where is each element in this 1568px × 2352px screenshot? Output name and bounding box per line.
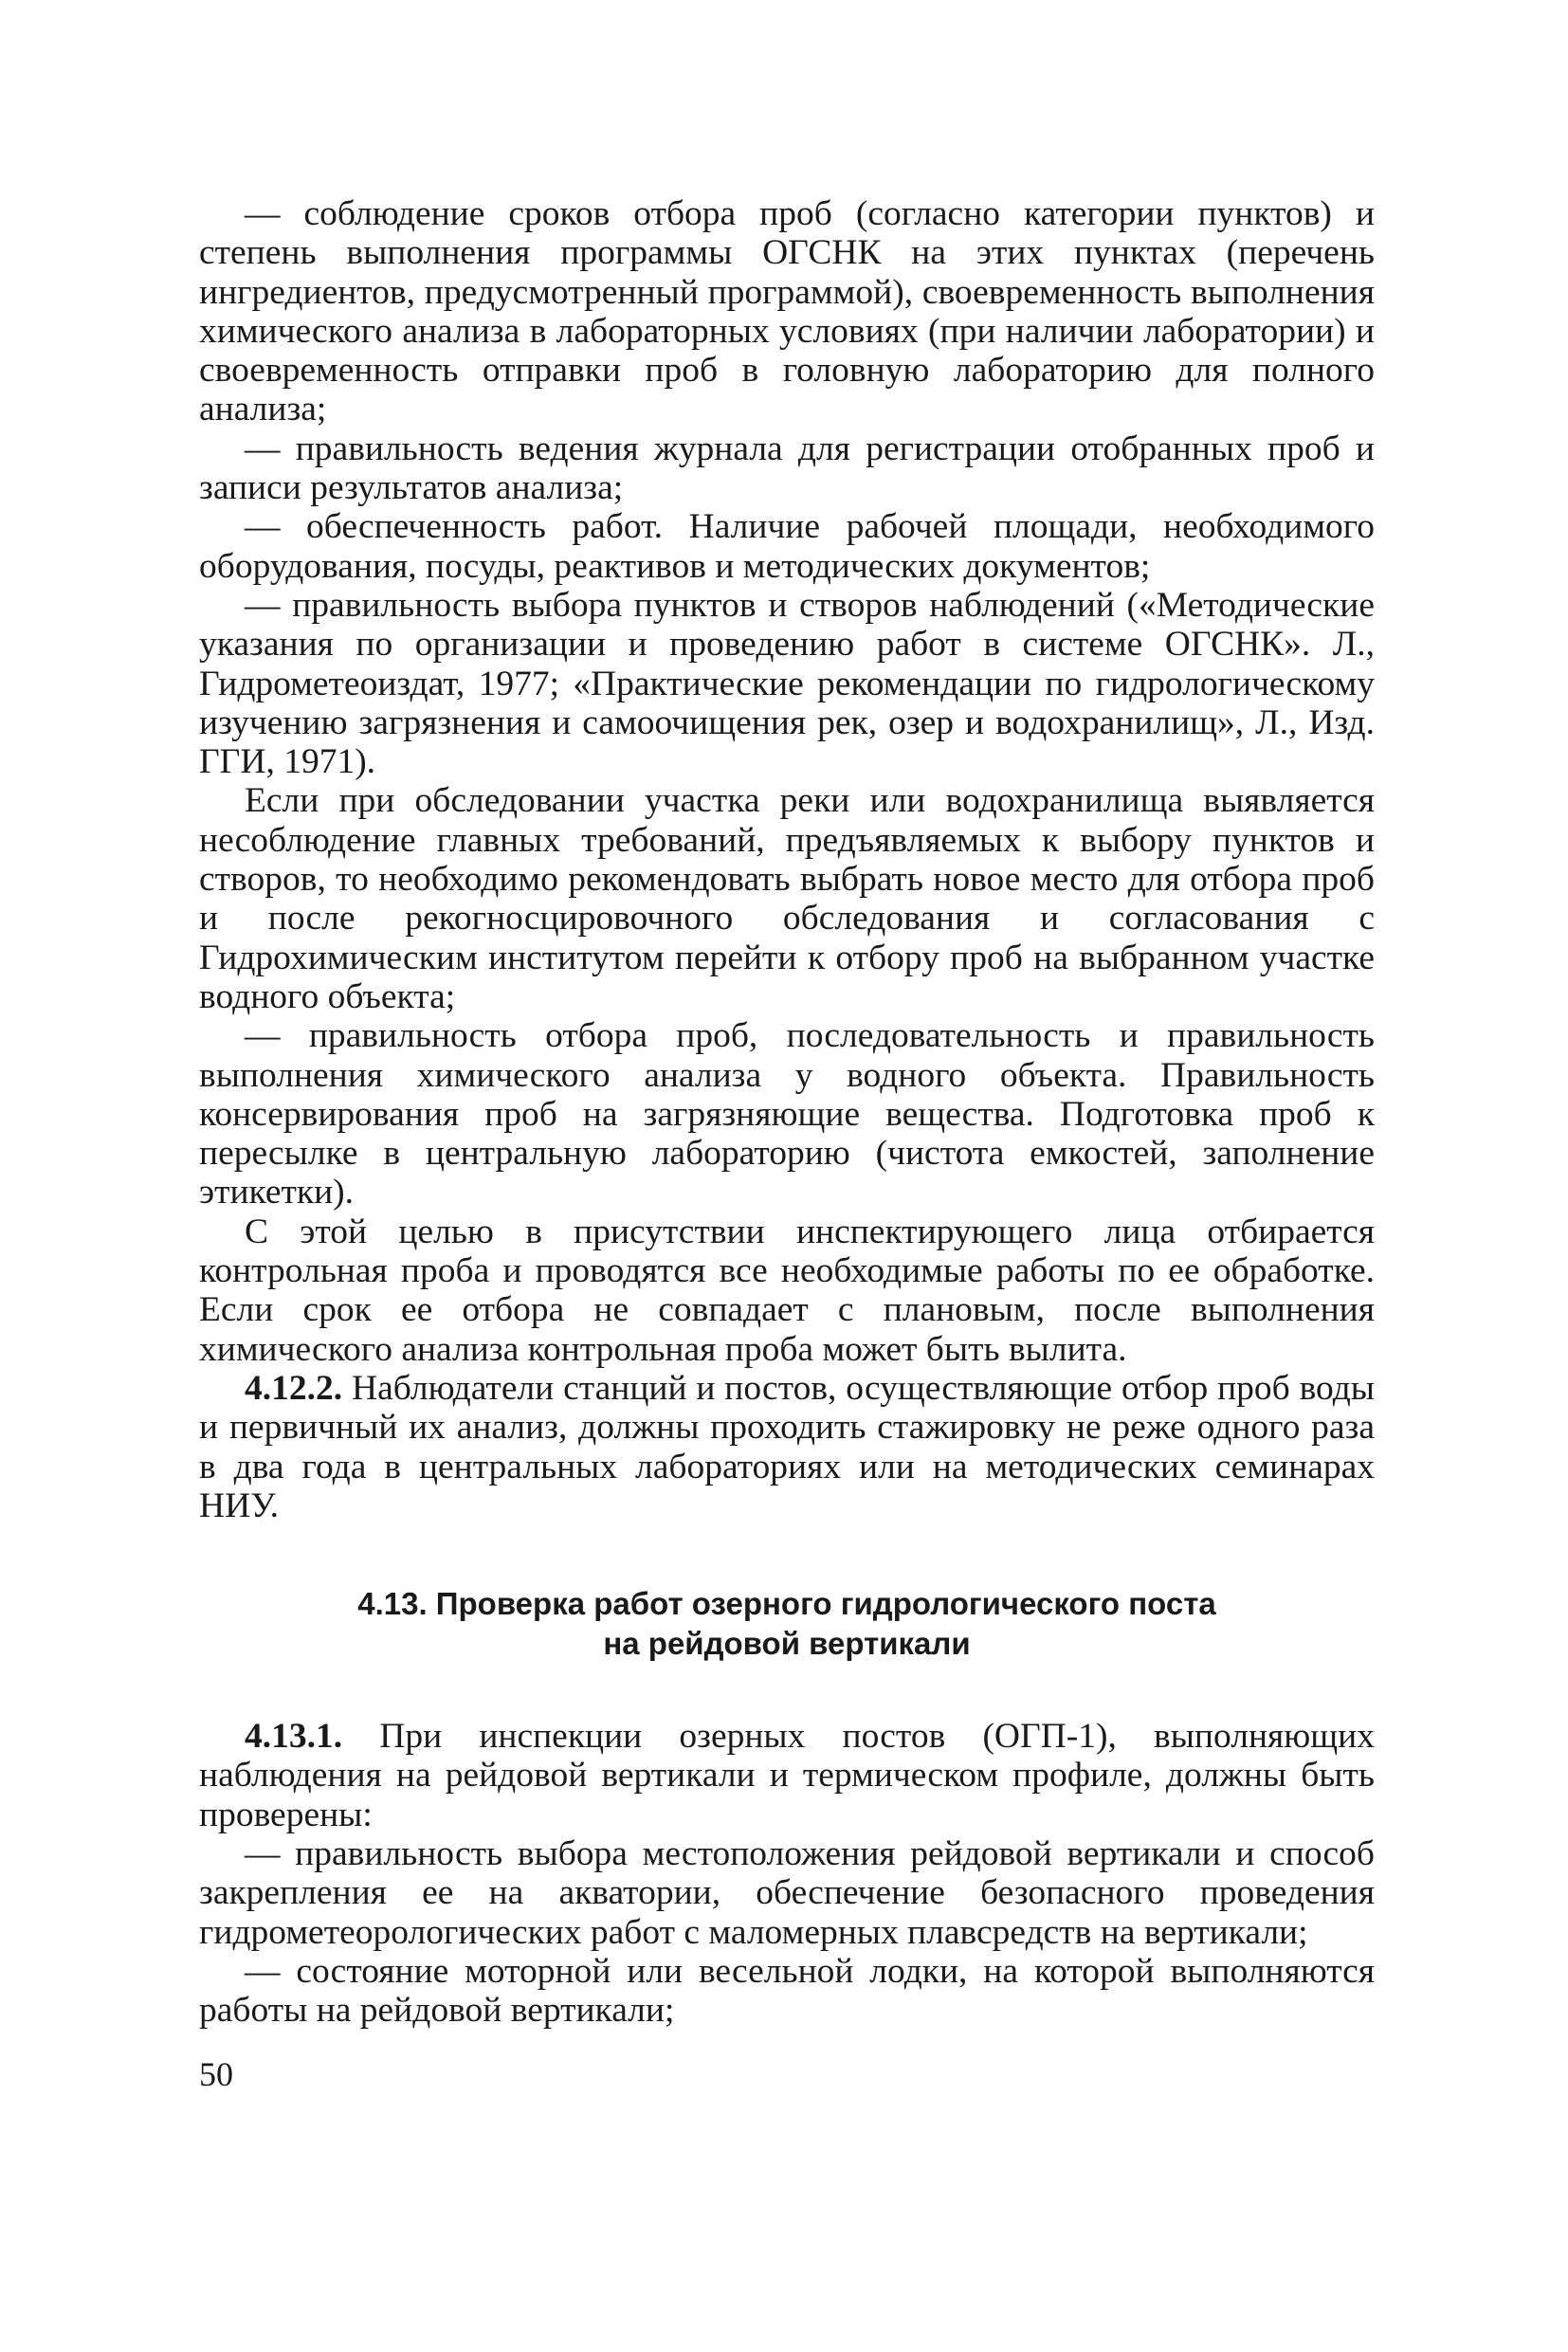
paragraph-equipment: — обеспеченность работ. Наличие рабочей площади, необходимого оборудования, посуды, реактивов и методических документов;: [199, 507, 1375, 586]
page-body: [199, 194, 1375, 2030]
section-heading-4-13: [199, 1584, 1375, 1664]
paragraph-journal: — правильность ведения журнала для регистрации отобранных проб и записи результатов анализа;: [199, 428, 1375, 508]
paragraph-4-12-2: [199, 1369, 1375, 1525]
paragraph-site-selection: — правильность выбора пунктов и створов наблюдений («Методические указания по организации и проведению работ в системе ОГСНК». Л., Гидрометеоиздат, 1977; «Практические рекомендации по гидрологическому изучению загрязнения и самоочищения рек, озер и водохранилищ», Л., Изд. ГГИ, 1971).: [199, 585, 1375, 782]
section-heading-line-1: 4.13. Проверка работ озерного гидрологического поста: [357, 1586, 1216, 1622]
clause-text-4-12-2: Наблюдатели станций и постов, осуществляющие отбор проб воды и первичный их анализ, должны проходить стажировку не реже одного раза в два года в центральных лабораториях или на методических семинарах НИУ.: [199, 1368, 1375, 1525]
paragraph-boat-condition: — состояние моторной или весельной лодки, на которой выполняются работы на рейдовой вертикали;: [199, 1951, 1375, 2031]
section-heading-line-2: на рейдовой вертикали: [603, 1626, 971, 1662]
page-number: 50: [199, 2055, 233, 2093]
paragraph-control-sample: С этой целью в присутствии инспектирующего лица отбирается контрольная проба и проводятся все необходимые работы по ее обработке. Если срок ее отбора не совпадает с плановым, после выполнения химического анализа контрольная проба может быть вылита.: [199, 1212, 1375, 1369]
paragraph-sampling-correctness: — правильность отбора проб, последовательность и правильность выполнения химического анализа у водного объекта. Правильность консервирования проб на загрязняющие вещества. Подготовка проб к пересылке в центральную лабораторию (чистота емкостей, заполнение этикетки).: [199, 1016, 1375, 1212]
clause-number-4-12-2: 4.12.2.: [245, 1368, 343, 1408]
paragraph-noncompliance: Если при обследовании участка реки или водохранилища выявляется несоблюдение главных требований, предъявляемых к выбору пунктов и створов, то необходимо рекомендовать выбрать новое место для отбора проб и после рекогносцировочного обследования и согласования с Гидрохимическим институтом перейти к отбору проб на выбранном участке водного объекта;: [199, 781, 1375, 1016]
paragraph-4-13-1: [199, 1717, 1375, 1834]
paragraph-vertical-location: — правильность выбора местоположения рейдовой вертикали и способ закрепления ее на акватории, обеспечение безопасного проведения гидрометеорологических работ с маломерных плавсредств на вертикали;: [199, 1833, 1375, 1952]
clause-text-4-13-1: При инспекции озерных постов (ОГП-1), выполняющих наблюдения на рейдовой вертикали и термическом профиле, должны быть проверены:: [199, 1717, 1375, 1834]
clause-number-4-13-1: 4.13.1.: [245, 1717, 343, 1757]
paragraph-sampling-terms: — соблюдение сроков отбора проб (согласно категории пунктов) и степень выполнения программы ОГСНК на этих пунктах (перечень ингредиентов, предусмотренный программой), своевременность выполнения химического анализа в лабораторных условиях (при наличии лаборатории) и своевременность отправки проб в головную лабораторию для полного анализа;: [199, 194, 1375, 429]
